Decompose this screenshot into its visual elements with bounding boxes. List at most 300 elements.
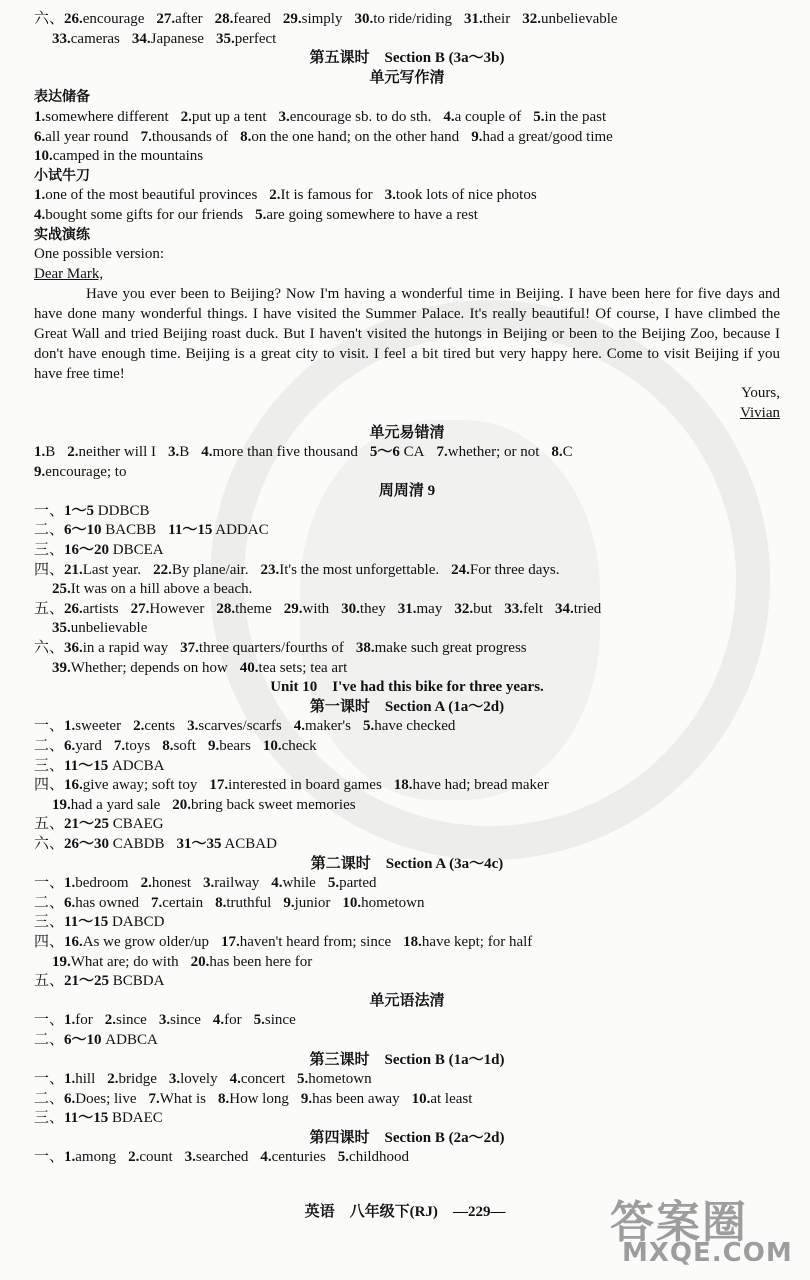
question-number: 4. bbox=[34, 206, 46, 223]
question-number: 4. bbox=[229, 1071, 241, 1088]
question-number: 3. bbox=[158, 1012, 171, 1029]
answer-row bbox=[34, 874, 780, 894]
question-number: 8. bbox=[551, 444, 563, 461]
answer-row bbox=[34, 443, 780, 463]
answer-text: CA bbox=[399, 444, 425, 461]
text-line: One possible version: bbox=[34, 246, 164, 263]
question-number: 5. bbox=[362, 718, 375, 735]
answer-text: centuries bbox=[271, 1149, 326, 1166]
answer-text: B bbox=[45, 444, 56, 461]
answer-item bbox=[356, 640, 527, 656]
question-number: 7. bbox=[436, 444, 448, 461]
answer-text: It was on a hill above a beach. bbox=[70, 581, 253, 598]
answer-row bbox=[34, 128, 780, 148]
question-number: 10. bbox=[34, 148, 53, 165]
answer-row bbox=[34, 933, 780, 953]
answer-text: since bbox=[264, 1012, 296, 1029]
answer-text: bears bbox=[219, 738, 251, 754]
answer-item bbox=[216, 31, 276, 47]
answer-item bbox=[263, 738, 317, 754]
answer-item bbox=[34, 129, 129, 145]
question-number: 18. bbox=[393, 777, 413, 794]
question-number: 38. bbox=[355, 640, 375, 657]
question-number: 2. bbox=[133, 718, 145, 735]
answer-text: B bbox=[179, 444, 190, 461]
question-number: 6～10 bbox=[64, 522, 102, 539]
question-number: 9. bbox=[34, 463, 46, 480]
answer-item bbox=[64, 934, 209, 950]
question-number: 8. bbox=[240, 128, 252, 145]
answer-text: three quarters/fourths of bbox=[198, 640, 344, 657]
answer-text: toys bbox=[125, 738, 151, 754]
answer-text: As we grow older/up bbox=[82, 933, 209, 950]
question-number: 6. bbox=[64, 1090, 76, 1107]
answer-text: hometown bbox=[308, 1071, 372, 1088]
answer-text: for bbox=[75, 1012, 93, 1029]
answer-item bbox=[64, 875, 129, 891]
answer-text: childhood bbox=[349, 1149, 410, 1166]
answer-text: searched bbox=[195, 1149, 249, 1166]
answer-text: whether; or not bbox=[447, 444, 540, 461]
answer-text: certain bbox=[162, 894, 204, 911]
answer-item bbox=[52, 954, 179, 970]
answer-item bbox=[52, 581, 252, 597]
answer-item bbox=[114, 738, 150, 754]
answer-text: truthful bbox=[226, 894, 272, 911]
answer-text: junior bbox=[294, 894, 331, 911]
question-number: 1～5 bbox=[64, 502, 95, 519]
question-number: 28. bbox=[216, 600, 236, 617]
answer-row bbox=[34, 186, 780, 206]
answer-item bbox=[522, 11, 617, 27]
subsection-heading: 表达储备 bbox=[34, 89, 90, 106]
answer-text: BACBB bbox=[101, 522, 157, 539]
answer-text: tea sets; tea art bbox=[258, 659, 348, 676]
question-group-label: 三、 bbox=[34, 1110, 65, 1127]
subsection-heading: 小试牛刀 bbox=[34, 167, 90, 184]
question-number: 2. bbox=[104, 1012, 117, 1029]
question-group-label: 三、 bbox=[34, 914, 65, 931]
answer-text: their bbox=[482, 11, 511, 27]
section-heading: 周周清 9 bbox=[378, 483, 436, 500]
answer-text: somewhere different bbox=[45, 108, 169, 125]
question-group-label: 二、 bbox=[34, 522, 65, 539]
question-group-label: 一、 bbox=[34, 1149, 65, 1166]
answer-text: BDAEC bbox=[108, 1110, 163, 1127]
answer-text: What are; do with bbox=[70, 953, 179, 970]
question-number: 11～15 bbox=[64, 1110, 109, 1127]
question-number: 36. bbox=[64, 640, 83, 657]
answer-row bbox=[34, 737, 780, 757]
question-number: 4. bbox=[443, 108, 455, 125]
answer-item bbox=[185, 1149, 249, 1165]
question-number: 20. bbox=[172, 796, 192, 813]
answer-item bbox=[64, 1149, 116, 1165]
question-number: 29. bbox=[282, 11, 302, 27]
section-heading: 单元写作清 bbox=[369, 69, 445, 86]
answer-text: hill bbox=[75, 1071, 96, 1088]
answer-row bbox=[34, 835, 780, 855]
answer-text: feared bbox=[233, 11, 271, 27]
question-number: 21～25 bbox=[64, 973, 110, 990]
question-number: 27. bbox=[156, 11, 176, 27]
answer-item bbox=[172, 797, 355, 813]
question-number: 28. bbox=[214, 11, 234, 27]
answer-item bbox=[64, 816, 164, 832]
question-group-label: 四、 bbox=[34, 777, 65, 794]
answer-row bbox=[34, 815, 780, 835]
answer-text: Last year. bbox=[82, 561, 142, 578]
answer-row bbox=[34, 757, 780, 777]
answer-text: while bbox=[282, 875, 316, 892]
question-number: 16. bbox=[64, 933, 83, 950]
answer-row bbox=[34, 1011, 780, 1031]
question-number: 3. bbox=[384, 187, 396, 204]
question-group-label: 一、 bbox=[34, 502, 65, 519]
answer-item bbox=[213, 1012, 242, 1028]
question-number: 7. bbox=[148, 1090, 160, 1107]
answer-text: check bbox=[281, 738, 317, 754]
answer-item bbox=[533, 109, 606, 125]
page-number: —229— bbox=[452, 1204, 506, 1220]
answer-row bbox=[34, 619, 780, 639]
question-number: 3. bbox=[278, 108, 290, 125]
answer-text: since bbox=[170, 1012, 201, 1029]
answer-text: has been away bbox=[312, 1090, 400, 1107]
answer-text: Does; live bbox=[75, 1090, 137, 1107]
answer-row bbox=[34, 972, 780, 992]
question-number: 1. bbox=[34, 108, 46, 125]
question-number: 34. bbox=[555, 600, 574, 617]
answer-text: bedroom bbox=[75, 875, 129, 892]
question-number: 18. bbox=[403, 933, 422, 950]
answer-item bbox=[180, 640, 344, 656]
answer-text: Whether; depends on how bbox=[70, 659, 228, 676]
signature-row bbox=[34, 404, 780, 424]
question-number: 33. bbox=[504, 600, 523, 617]
answer-item bbox=[240, 129, 459, 145]
answer-text: in a rapid way bbox=[82, 640, 169, 657]
question-number: 2. bbox=[140, 875, 152, 892]
answer-text: unbelievable bbox=[540, 11, 618, 27]
answer-item bbox=[240, 660, 347, 676]
question-number: 3. bbox=[187, 718, 199, 735]
question-number: 6. bbox=[64, 738, 76, 754]
answer-item bbox=[64, 914, 164, 930]
answer-item bbox=[187, 718, 282, 734]
question-group-label: 六、 bbox=[34, 835, 65, 852]
answer-text: count bbox=[139, 1149, 173, 1166]
answer-item bbox=[269, 187, 372, 203]
question-number: 1. bbox=[64, 1012, 76, 1029]
answer-text: C bbox=[562, 444, 573, 461]
answer-item bbox=[67, 444, 156, 460]
answer-text: have kept; for half bbox=[421, 933, 533, 950]
question-number: 4. bbox=[271, 875, 283, 892]
question-number: 9. bbox=[283, 894, 295, 911]
question-group-label: 一、 bbox=[34, 1071, 65, 1088]
answer-text: maker's bbox=[304, 718, 351, 735]
site-stamp-logo: 答案圈 bbox=[610, 1197, 748, 1248]
section-heading: 第二课时 Section A (3a～4c) bbox=[310, 855, 504, 872]
answer-text: among bbox=[75, 1149, 117, 1166]
answer-text: However bbox=[149, 600, 205, 617]
answer-text: bridge bbox=[118, 1071, 157, 1088]
question-number: 5～6 bbox=[369, 444, 400, 461]
answer-item bbox=[328, 875, 377, 891]
answer-item bbox=[64, 601, 119, 617]
answer-row bbox=[34, 1070, 780, 1090]
answer-row bbox=[34, 206, 780, 226]
answer-row bbox=[34, 147, 780, 167]
answer-row bbox=[34, 463, 780, 483]
answer-row bbox=[34, 580, 780, 600]
question-group-label: 二、 bbox=[34, 894, 65, 911]
answer-text: It's the most unforgettable. bbox=[279, 561, 440, 578]
question-number: 2. bbox=[269, 187, 281, 204]
question-number: 29. bbox=[283, 600, 303, 617]
question-group-label: 四、 bbox=[34, 561, 65, 578]
answer-item bbox=[403, 934, 532, 950]
question-number: 27. bbox=[130, 600, 150, 617]
answer-item bbox=[294, 718, 351, 734]
question-group-label: 二、 bbox=[34, 1090, 65, 1107]
answer-item bbox=[191, 954, 313, 970]
answer-text: DABCD bbox=[108, 914, 165, 931]
answer-row bbox=[34, 639, 780, 659]
answer-row bbox=[34, 796, 780, 816]
answer-item bbox=[471, 129, 613, 145]
answer-text: bring back sweet memories bbox=[191, 796, 356, 813]
answer-text: theme bbox=[235, 600, 272, 617]
answer-item bbox=[342, 895, 424, 911]
answer-item bbox=[64, 542, 164, 558]
question-number: 5. bbox=[337, 1149, 350, 1166]
answer-item bbox=[255, 207, 478, 223]
question-group-label: 三、 bbox=[34, 542, 65, 559]
answer-item bbox=[64, 11, 144, 27]
signature-line: Vivian bbox=[740, 404, 780, 421]
answer-text: have checked bbox=[374, 718, 456, 735]
question-number: 35. bbox=[215, 30, 235, 47]
question-number: 1. bbox=[64, 1149, 76, 1166]
answer-row bbox=[34, 108, 780, 128]
answer-item bbox=[149, 1091, 207, 1107]
answer-item bbox=[301, 1091, 400, 1107]
answer-item bbox=[34, 207, 243, 223]
question-number: 10. bbox=[411, 1090, 431, 1107]
answer-text: soft bbox=[173, 738, 196, 754]
answer-text: lovely bbox=[180, 1071, 218, 1088]
section-heading: 第一课时 Section A (1a～2d) bbox=[309, 698, 505, 715]
question-number: 30. bbox=[341, 600, 360, 617]
answer-item bbox=[504, 601, 543, 617]
answer-item bbox=[131, 601, 205, 617]
answer-item bbox=[451, 562, 559, 578]
question-number: 3. bbox=[168, 1071, 181, 1088]
answer-item bbox=[443, 109, 521, 125]
answer-text: railway bbox=[214, 875, 260, 892]
question-number: 32. bbox=[522, 11, 541, 27]
signature-row bbox=[34, 384, 780, 404]
answer-item bbox=[34, 464, 126, 480]
answer-text: ACBAD bbox=[221, 835, 277, 852]
answer-text: after bbox=[175, 11, 203, 27]
answer-item bbox=[254, 1012, 296, 1028]
answer-text: ADBCA bbox=[101, 1031, 158, 1048]
answer-item bbox=[34, 148, 203, 164]
question-number: 11～15 bbox=[168, 522, 213, 539]
essay-paragraph: Have you ever been to Beijing? Now I'm having a wonderful time in Beijing. I have been here for five days and have done many wonderful things. I have visited the Summer Palace. It's really beautiful! Of course, I have climbed the Great Wall and tried Beijing roast duck. But I haven't visited the hutongs in Beijing or been to the Beijing Zoo, because I don't have enough time. Beijing is a great city to visit. I feel a bit tired but very happy here. Come to visit Beijing if you have free time! bbox=[34, 286, 780, 383]
site-stamp-url: MXQE.COM bbox=[622, 1238, 793, 1268]
answer-text: scarves/scarfs bbox=[198, 718, 282, 735]
question-group-label: 六、 bbox=[34, 640, 65, 657]
subsection-heading: 实战演练 bbox=[34, 226, 90, 243]
question-number: 9. bbox=[300, 1090, 313, 1107]
answer-text: have had; bread maker bbox=[412, 777, 549, 794]
answer-text: concert bbox=[240, 1071, 285, 1088]
answer-row bbox=[34, 30, 780, 50]
answer-text: they bbox=[359, 600, 386, 617]
question-number: 7. bbox=[140, 128, 152, 145]
answer-text: CBAEG bbox=[109, 816, 164, 833]
question-number: 8. bbox=[215, 894, 227, 911]
answer-text: ADDAC bbox=[212, 522, 269, 539]
question-number: 3. bbox=[168, 444, 180, 461]
question-number: 34. bbox=[131, 30, 151, 47]
answer-item bbox=[64, 1110, 163, 1126]
question-number: 11～15 bbox=[64, 914, 109, 931]
question-number: 4. bbox=[212, 1012, 225, 1029]
answer-item bbox=[218, 1091, 289, 1107]
answer-text: hometown bbox=[361, 894, 425, 911]
question-number: 24. bbox=[451, 561, 470, 578]
answer-item bbox=[209, 777, 381, 793]
section-heading: 单元语法清 bbox=[369, 992, 445, 1009]
answer-item bbox=[297, 1071, 372, 1087]
answer-text: Japanese bbox=[150, 30, 204, 47]
answer-text: had a great/good time bbox=[482, 128, 613, 145]
answer-item bbox=[260, 1149, 325, 1165]
question-number: 40. bbox=[239, 659, 259, 676]
answer-text: with bbox=[302, 600, 330, 617]
answer-row bbox=[34, 717, 780, 737]
question-number: 16. bbox=[64, 777, 83, 794]
answer-text: had a yard sale bbox=[70, 796, 161, 813]
answer-item bbox=[107, 1071, 157, 1087]
question-number: 5. bbox=[533, 108, 545, 125]
answer-item bbox=[338, 1149, 409, 1165]
question-number: 2. bbox=[128, 1149, 140, 1166]
answer-item bbox=[133, 718, 175, 734]
answer-text: encourage bbox=[82, 11, 145, 27]
answer-row bbox=[34, 1090, 780, 1110]
answer-text: For three days. bbox=[469, 561, 560, 578]
question-number: 20. bbox=[190, 953, 210, 970]
answer-text: more than five thousand bbox=[212, 444, 358, 461]
answer-text: sweeter bbox=[75, 718, 122, 735]
answer-row bbox=[34, 659, 780, 679]
question-number: 1. bbox=[34, 444, 46, 461]
answer-row bbox=[34, 1148, 780, 1168]
answer-row bbox=[34, 600, 780, 620]
answer-item bbox=[363, 718, 455, 734]
question-group-label: 一、 bbox=[34, 875, 65, 892]
answer-item bbox=[64, 1032, 158, 1048]
question-group-label: 四、 bbox=[34, 933, 65, 950]
question-number: 19. bbox=[52, 796, 71, 813]
answer-item bbox=[385, 187, 537, 203]
answer-item bbox=[215, 895, 271, 911]
question-number: 35. bbox=[52, 620, 71, 637]
question-number: 19. bbox=[52, 953, 71, 970]
answer-item bbox=[141, 875, 191, 891]
question-group-label: 三、 bbox=[34, 757, 65, 774]
answer-text: perfect bbox=[234, 30, 277, 47]
answer-text: bought some gifts for our friends bbox=[45, 206, 244, 223]
answer-item bbox=[221, 934, 391, 950]
answer-text: interested in board games bbox=[228, 777, 382, 794]
answer-row bbox=[34, 561, 780, 581]
answer-item bbox=[64, 895, 139, 911]
question-number: 8. bbox=[218, 1090, 230, 1107]
answer-item bbox=[105, 1012, 147, 1028]
question-number: 5. bbox=[297, 1071, 309, 1088]
question-number: 17. bbox=[221, 933, 240, 950]
question-number: 4. bbox=[260, 1149, 272, 1166]
answer-text: artists bbox=[82, 600, 119, 617]
question-group-label: 五、 bbox=[34, 600, 65, 617]
question-number: 6. bbox=[34, 128, 46, 145]
answer-text: put up a tent bbox=[191, 108, 267, 125]
question-number: 3. bbox=[184, 1149, 196, 1166]
answer-item bbox=[208, 738, 251, 754]
answer-item bbox=[555, 601, 601, 617]
answer-text: By plane/air. bbox=[171, 561, 249, 578]
answer-text: for bbox=[224, 1012, 242, 1029]
answer-item bbox=[64, 738, 102, 754]
answer-item bbox=[64, 522, 156, 538]
question-number: 16～20 bbox=[64, 542, 110, 559]
answer-text: DDBCB bbox=[94, 502, 150, 519]
answer-item bbox=[34, 444, 55, 460]
answer-row bbox=[34, 10, 780, 30]
question-number: 26. bbox=[64, 600, 83, 617]
question-number: 25. bbox=[52, 581, 71, 598]
answer-item bbox=[230, 1071, 285, 1087]
question-number: 31. bbox=[463, 11, 483, 27]
answer-text: a couple of bbox=[454, 108, 522, 125]
answer-row bbox=[34, 502, 780, 522]
question-group-label: 五、 bbox=[34, 816, 65, 833]
answer-text: all year round bbox=[45, 128, 129, 145]
question-group-label: 一、 bbox=[34, 1012, 65, 1029]
answer-item bbox=[141, 129, 229, 145]
answer-item bbox=[64, 758, 164, 774]
answer-text: BCBDA bbox=[109, 973, 165, 990]
question-group-label: 一、 bbox=[34, 718, 65, 735]
answer-item bbox=[64, 973, 164, 989]
answer-text: felt bbox=[523, 600, 543, 617]
question-number: 3. bbox=[203, 875, 215, 892]
answer-text: parted bbox=[339, 875, 377, 892]
answer-item bbox=[52, 660, 228, 676]
question-number: 21～25 bbox=[64, 816, 110, 833]
answer-item bbox=[437, 444, 540, 460]
question-number: 39. bbox=[52, 659, 71, 676]
answer-item bbox=[271, 875, 316, 891]
answer-text: to ride/riding bbox=[373, 11, 452, 27]
